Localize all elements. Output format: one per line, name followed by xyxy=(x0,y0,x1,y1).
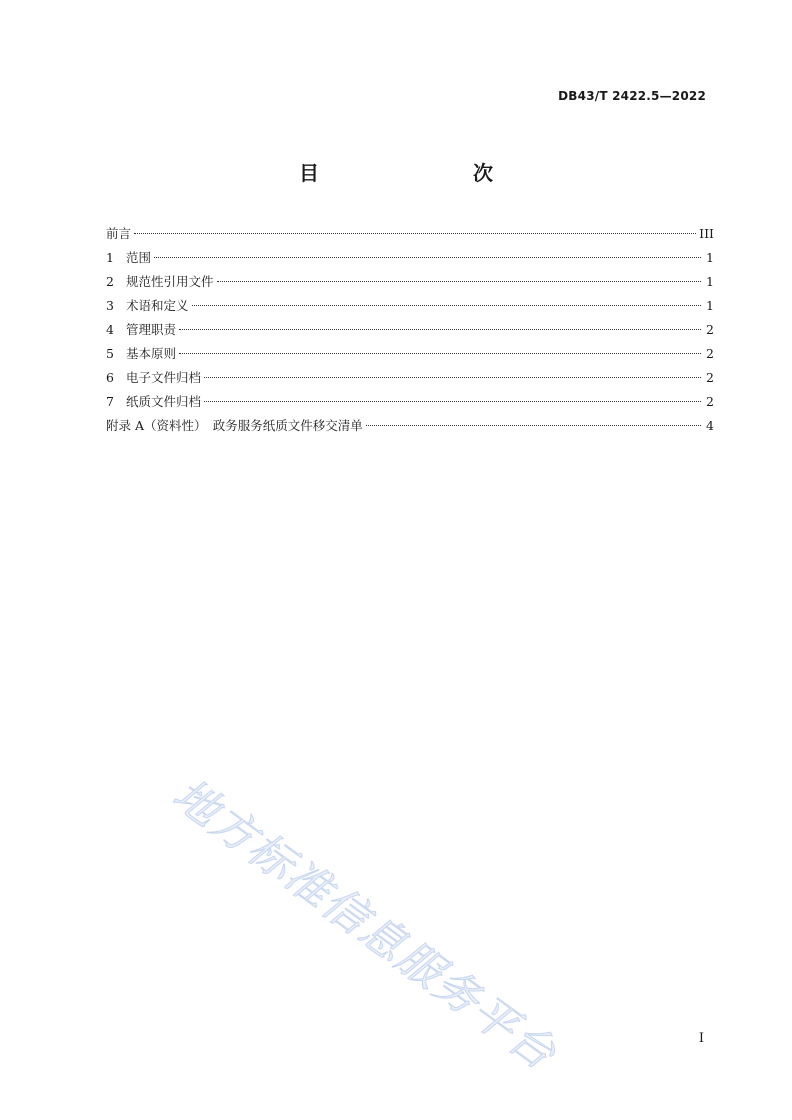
dot-leader xyxy=(154,247,701,258)
page-title: 目 次 xyxy=(299,161,531,185)
standard-code: DB43/T 2422.5—2022 xyxy=(558,89,706,103)
toc-page: 2 xyxy=(706,370,714,385)
toc-label: 附录 A（资料性） 政务服务纸质文件移交清单 xyxy=(106,418,363,433)
dot-leader xyxy=(179,343,701,354)
toc-label: 前言 xyxy=(106,226,132,241)
toc-entry-4[interactable] xyxy=(106,320,714,344)
toc-number: 4 xyxy=(106,322,114,337)
dot-leader xyxy=(204,367,701,378)
toc-number: 1 xyxy=(106,250,114,265)
toc-number: 6 xyxy=(106,370,114,385)
toc-entry-foreword[interactable] xyxy=(106,224,714,248)
dot-leader xyxy=(217,271,701,282)
toc-number: 2 xyxy=(106,274,114,289)
table-of-contents xyxy=(106,224,714,440)
toc-entry-1[interactable] xyxy=(106,248,714,272)
toc-page: 1 xyxy=(706,298,714,313)
toc-entry-5[interactable] xyxy=(106,344,714,368)
toc-entry-7[interactable] xyxy=(106,392,714,416)
toc-number: 3 xyxy=(106,298,114,313)
page-number: I xyxy=(698,1031,704,1046)
toc-page: 4 xyxy=(706,418,714,433)
toc-page: 2 xyxy=(706,322,714,337)
toc-page: 2 xyxy=(706,346,714,361)
toc-entry-3[interactable] xyxy=(106,296,714,320)
dot-leader xyxy=(204,391,701,402)
toc-label: 规范性引用文件 xyxy=(126,274,214,289)
toc-label: 管理职责 xyxy=(126,322,177,337)
toc-entry-appendix-a[interactable] xyxy=(106,416,714,440)
dot-leader xyxy=(179,319,701,330)
dot-leader xyxy=(134,223,696,234)
toc-entry-2[interactable] xyxy=(106,272,714,296)
toc-label: 纸质文件归档 xyxy=(126,394,202,409)
toc-page: 1 xyxy=(706,274,714,289)
toc-number: 5 xyxy=(106,346,114,361)
toc-page: 1 xyxy=(706,250,714,265)
toc-label: 术语和定义 xyxy=(126,298,189,313)
toc-entry-6[interactable] xyxy=(106,368,714,392)
toc-label: 范围 xyxy=(126,250,152,265)
toc-page: III xyxy=(699,226,714,241)
toc-page: 2 xyxy=(706,394,714,409)
watermark: 地方标准信息服务平台 xyxy=(163,768,566,1081)
toc-number: 7 xyxy=(106,394,114,409)
toc-label: 基本原则 xyxy=(126,346,177,361)
dot-leader xyxy=(366,415,701,426)
toc-label: 电子文件归档 xyxy=(126,370,202,385)
dot-leader xyxy=(192,295,701,306)
